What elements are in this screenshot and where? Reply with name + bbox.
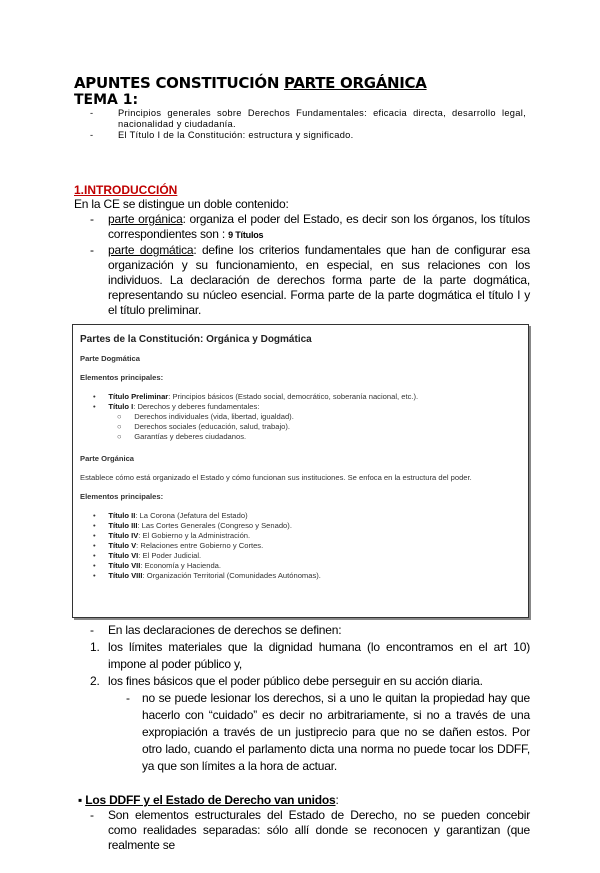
declarations-list: [90, 622, 530, 775]
intro-list: [90, 212, 530, 318]
list-item: - En las declaraciones de derechos se definen:: [90, 623, 342, 637]
list-item: - Son elementos estructurales del Estado de Derecho, no se pueden concebir como realidades separadas: sólo allí donde se reconocen y garantizan (que realmente se: [90, 808, 530, 852]
list-item: - no se puede lesionar los derechos, si a uno le quitan la propiedad hay que hacerlo con “cuidado” es decir no arbitrariamente, si no a través de una expropiación a través de un justiprecio para que no se dañen estos. Por otro lado, cuando el parlamento dicta una norma no puede tocar los DDFF, ya que son límites a la hora de actuar.: [126, 691, 530, 773]
list-item: • Título II: La Corona (Jefatura del Estado): [93, 511, 248, 520]
list-item: • Título I: Derechos y deberes fundamentales:: [93, 402, 260, 411]
list-item: • Título VIII: Organización Territorial (Comunidades Autónomas).: [93, 571, 321, 580]
embedded-image-box: Partes de la Constitución: Orgánica y Dogmática Parte Dogmática Elementos principales: • Título Preliminar: Principios básicos (Estado social, democrático, soberanía nacional, etc.). • Título I: Derechos y deberes fundamentales: ○ Derechos individuales (vida, libertad, igualdad). ○ Derechos sociales (educación, salud, trabajo). ○ Garantías y deberes ciudadanos. Parte Orgánica Establece cómo está organizado el Estado y cómo funcionan sus instituciones. Se enfoca en la estructura del poder. Elementos principales: • Título II: La Corona (Jefatura del Estado) • Título III: Las Cortes Generales (Congreso y Senado). • Título IV: El Gobierno y la Administración. • Título V: Relaciones entre Gobierno y Cortes. • Título VI: El Poder Judicial. • Título VII: Economía y Hacienda. • Título VIII: Organización Territorial (Comunidades Autónomas).: [72, 324, 529, 618]
list-item: • Título VII: Economía y Hacienda.: [93, 561, 222, 570]
dogmatica-list: [93, 392, 521, 442]
document-title: APUNTES CONSTITUCIÓN PARTE ORGÁNICA: [74, 74, 427, 92]
ddff-list: [90, 808, 530, 853]
list-item: ○ Derechos sociales (educación, salud, trabajo).: [117, 422, 291, 431]
box-title: Partes de la Constitución: Orgánica y Dogmática: [80, 334, 312, 345]
ddff-heading: ▪ Los DDFF y el Estado de Derecho van unidos:: [78, 793, 339, 807]
list-item: - parte dogmática: define los criterios fundamentales que han de configurar esa organización y su funcionamiento, en especial, en sus relaciones con los individuos. La declaración de derechos forma parte de la parte dogmática, representando su núcleo esencial. Forma parte de la parte dogmática el título I y el título preliminar.: [90, 243, 530, 317]
list-item: • Título IV: El Gobierno y la Administración.: [93, 531, 251, 540]
tema-heading: TEMA 1:: [74, 92, 139, 108]
paragraph: En la CE se distingue un doble contenido:: [74, 197, 289, 211]
list-item: ○ Derechos individuales (vida, libertad, igualdad).: [117, 412, 294, 421]
tema-list: [90, 108, 526, 141]
list-item: 1. los límites materiales que la dignidad humana (lo encontramos en el art 10) impone al poder público y,: [90, 640, 530, 671]
organica-list: [93, 511, 521, 581]
list-item: • Título III: Las Cortes Generales (Congreso y Senado).: [93, 521, 292, 530]
list-item: - El Título I de la Constitución: estructura y significado.: [90, 130, 354, 140]
section-heading: 1.INTRODUCCIÓN: [74, 183, 178, 197]
list-item: - parte orgánica: organiza el poder del Estado, es decir son los órganos, los títulos correspondientes son : 9 Títulos: [90, 212, 530, 241]
list-item: • Título Preliminar: Principios básicos (Estado social, democrático, soberanía nacional, etc.).: [93, 392, 419, 401]
title-underlined: PARTE ORGÁNICA: [284, 74, 427, 92]
list-item: • Título VI: El Poder Judicial.: [93, 551, 202, 560]
list-item: - Principios generales sobre Derechos Fundamentales: eficacia directa, desarrollo legal, nacionalidad y ciudadanía.: [90, 108, 526, 129]
list-item: ○ Garantías y deberes ciudadanos.: [117, 432, 247, 441]
list-item: 2. los fines básicos que el poder público debe perseguir en su acción diaria.: [90, 674, 483, 688]
list-item: • Título V: Relaciones entre Gobierno y Cortes.: [93, 541, 264, 550]
